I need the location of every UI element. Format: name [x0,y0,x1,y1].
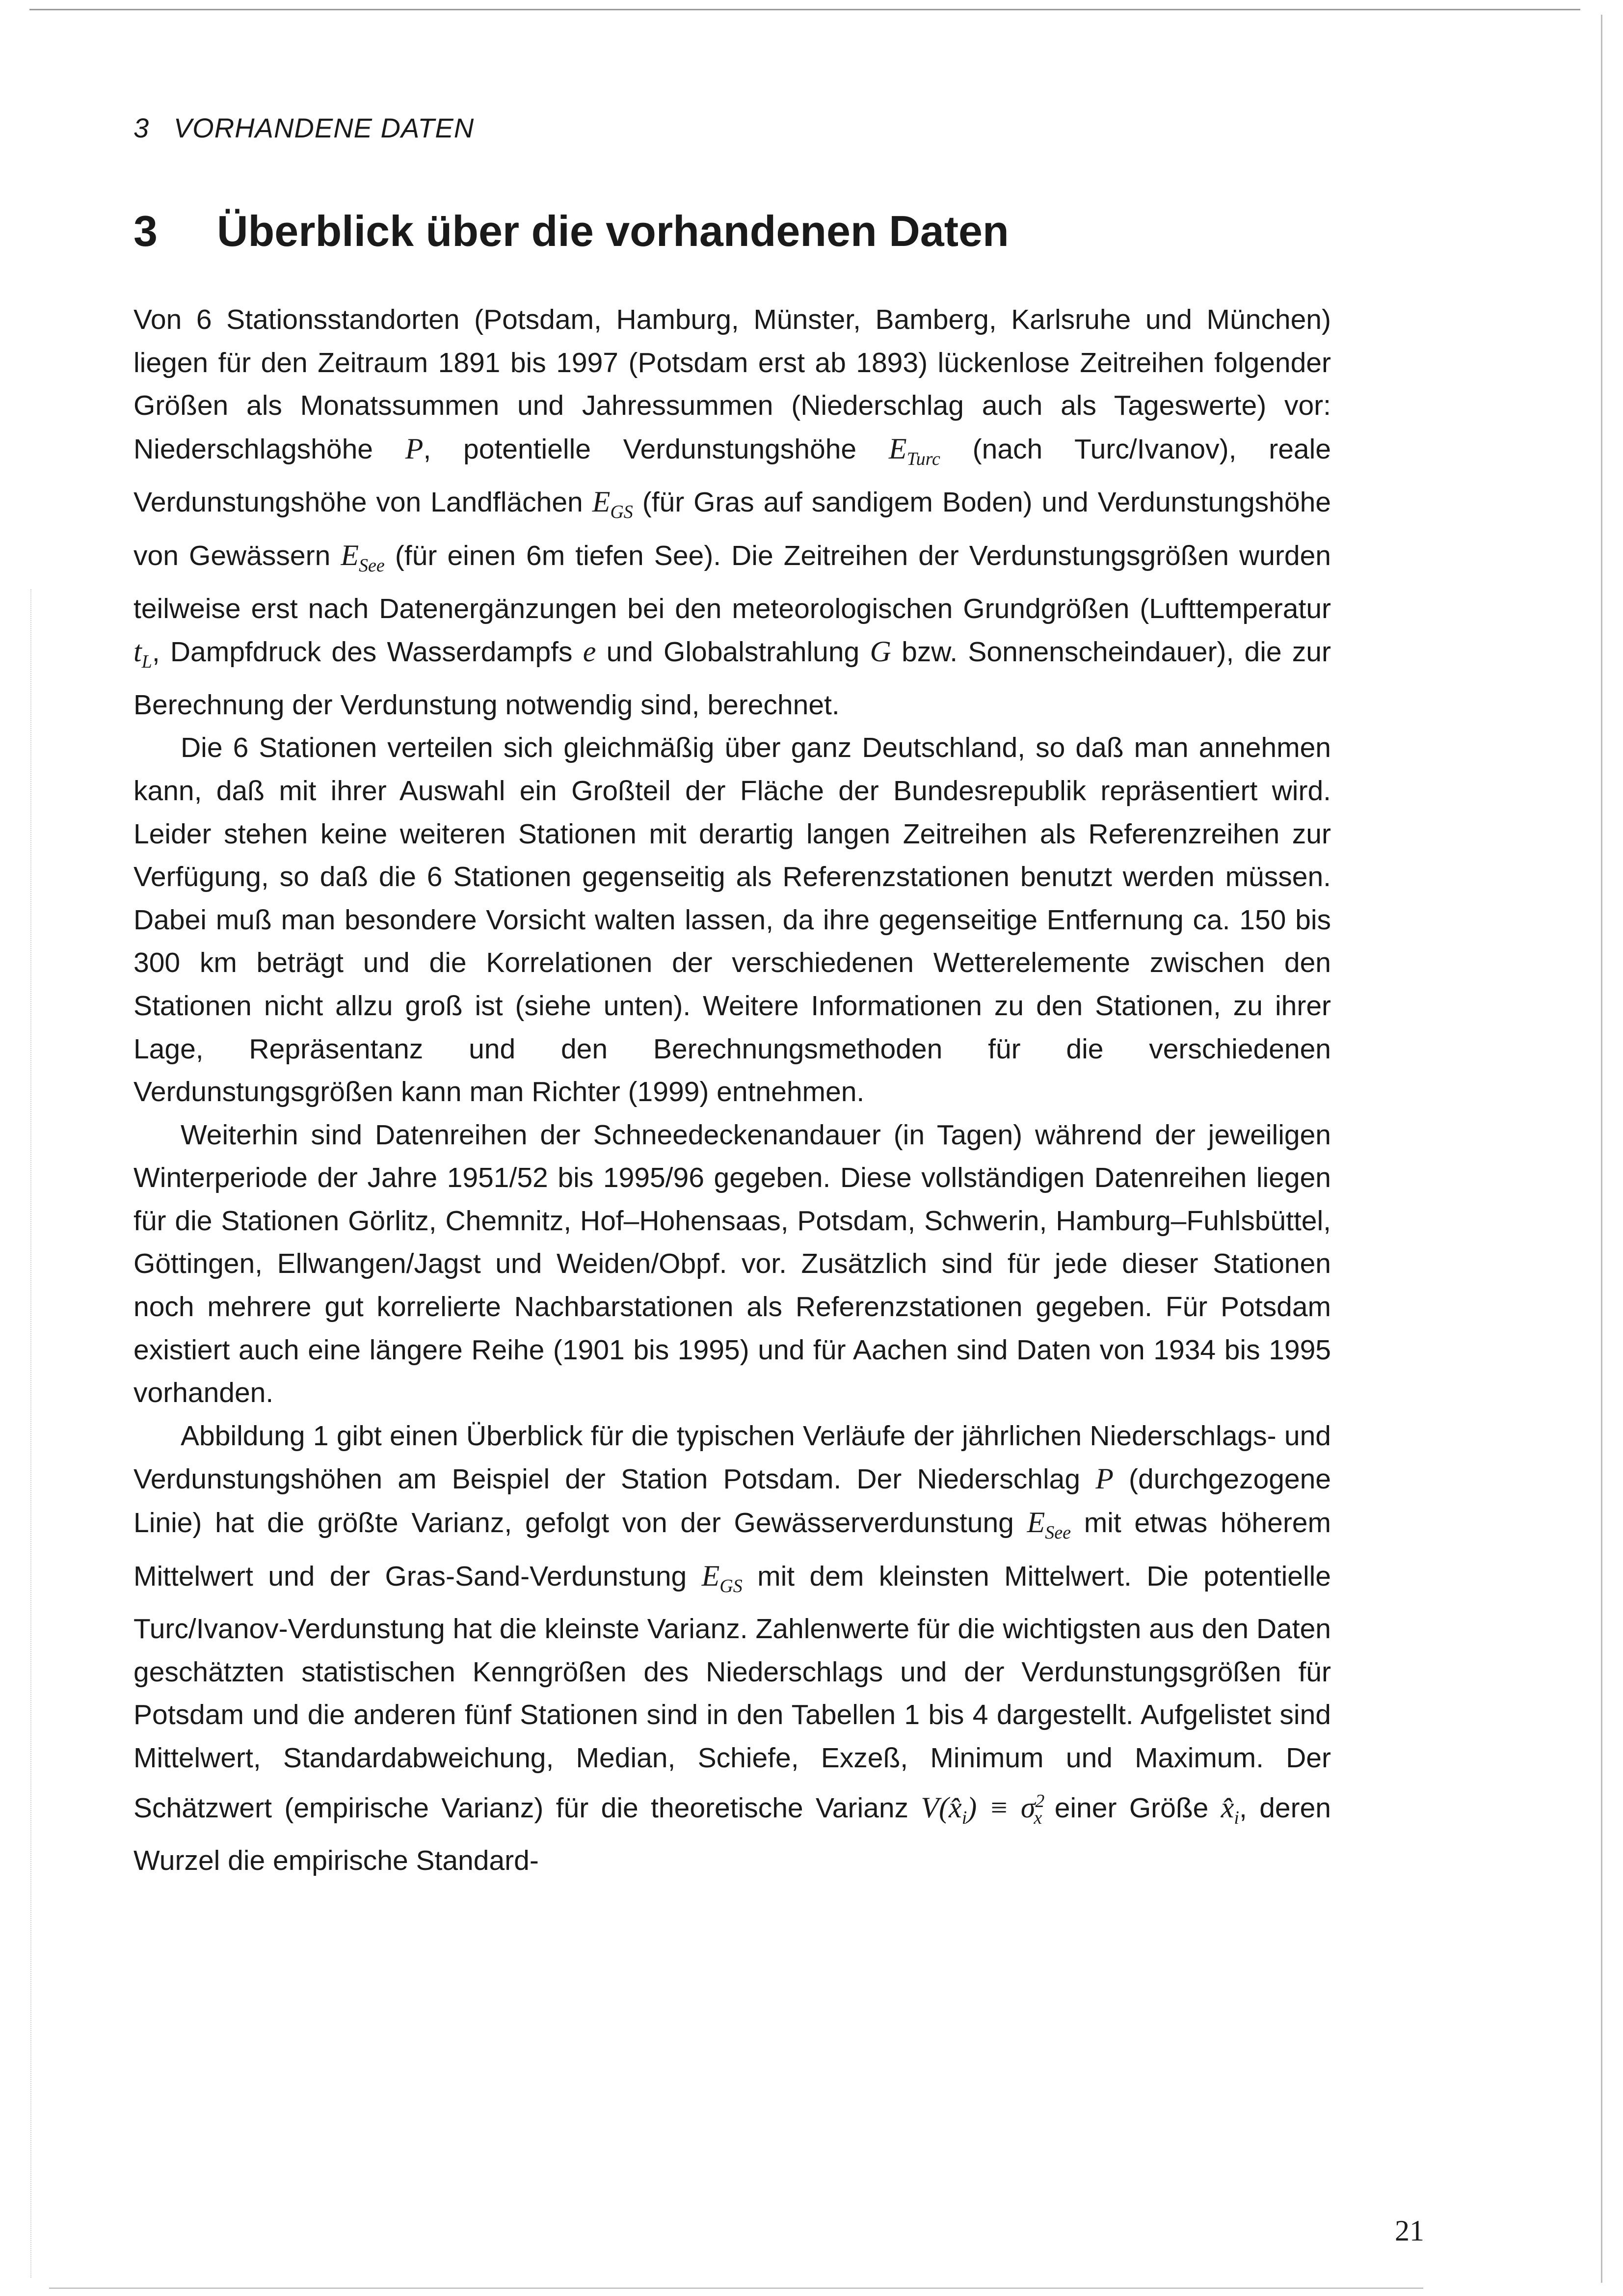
text-run: (für einen 6m tiefen See). Die Zeitreihen der Verdunstungsgrößen wurden teilweise erst nach Datenergänzungen bei den meteorologischen Grundgrößen (Lufttemperatur [133,540,1331,624]
text-run: (durchgezogene Linie) hat die größte Varianz, gefolgt von der Gewässerverdunstung [133,1463,1331,1539]
math-symbol: $E_{GS}$ [701,1559,743,1596]
math-symbol: $t_L$ [133,635,152,673]
text-run: (nach Turc/Ivanov), reale Verdunstungshöhe von Landflächen [133,433,1331,518]
section-number: 3 [133,207,158,255]
math-symbol: G [870,635,891,668]
paragraph-4 [133,1415,1331,1883]
math-formula: $V(x̂_i) \equiv \sigma^2_x$ [921,1790,1045,1828]
math-symbol: $E_{Turc}$ [888,432,940,469]
math-symbol: e [583,635,596,668]
text-run: (für Gras auf sandigem Boden) und Verdunstungshöhe von Gewässern [133,486,1331,571]
text-run: , potentielle Verdunstungshöhe [423,433,889,465]
text-run: , Dampfdruck des Wasserdampfs [152,636,583,668]
text-run: mit dem kleinsten Mittelwert. Die potentielle Turc/Ivanov-Verdunstung hat die kleinste Varianz. Zahlenwerte für die wichtigsten aus den Daten geschätzten statistischen Kenngrößen des Niederschlags und der Verdunstungsgrößen für Potsdam und die anderen fünf Stationen sind in den Tabellen 1 bis 4 dargestellt. Aufgelistet sind Mittelwert, Standardabweichung, Median, Schiefe, Exzeß, Minimum und Maximum. Der Schätzwert (empirische Varianz) für die theoretische Varianz [133,1560,1331,1824]
text-run: bzw. Sonnenscheindauer), die zur Berechnung der Verdunstung notwendig sind, berechnet. [133,636,1331,721]
top-scan-edge [29,9,1580,10]
math-symbol: P [1095,1462,1114,1495]
bottom-scan-edge [49,2288,1423,2289]
math-symbol: P [405,432,424,465]
text-run: Abbildung 1 gibt einen Überblick für die typischen Verläufe der jährlichen Niederschlags- und Verdunstungshöhen am Beispiel der Station Potsdam. Der Niederschlag [133,1420,1331,1495]
text-run: einer Größe [1042,1792,1221,1824]
math-symbol: $E_{GS}$ [592,486,633,523]
page-number: 21 [1395,2215,1424,2247]
running-head: 3 VORHANDENE DATEN [133,112,475,143]
math-symbol: $E_{See}$ [1027,1506,1071,1543]
text-run: und Globalstrahlung [596,636,870,668]
text-run: Von 6 Stationsstandorten (Potsdam, Hamburg, Münster, Bamberg, Karlsruhe und München) liegen für den Zeitraum 1891 bis 1997 (Potsdam erst ab 1893) lückenlose Zeitreihen folgender Größen als Monatssummen und Jahressummen (Niederschlag auch als Tageswerte) vor: Niederschlagshöhe [133,304,1331,465]
paragraph-3: Weiterhin sind Datenreihen der Schneedeckenandauer (in Tagen) während der jeweiligen Winterperiode der Jahre 1951/52 bis 1995/96 gegeben. Diese vollständigen Datenreihen liegen für die Stationen Görlitz, Chemnitz, Hof–Hohensaas, Potsdam, Schwerin, Hamburg–Fuhlsbüttel, Göttingen, Ellwangen/Jagst und Weiden/Obpf. vor. Zusätzlich sind für jede dieser Stationen noch mehrere gut korrelierte Nachbarstationen als Referenzstationen gegeben. Für Potsdam existiert auch eine längere Reihe (1901 bis 1995) und für Aachen sind Daten von 1934 bis 1995 vorhanden. [133,1119,1331,1409]
math-symbol: $x̂_i$ [1221,1791,1239,1828]
body-text [133,298,1331,1883]
left-scan-edge [30,589,31,2278]
paragraph-2: Die 6 Stationen verteilen sich gleichmäßig über ganz Deutschland, so daß man annehmen kann, daß mit ihrer Auswahl ein Großteil der Fläche der Bundesrepublik repräsentiert wird. Leider stehen keine weiteren Stationen mit derartig langen Zeitreihen als Referenzreihen zur Verfügung, so daß die 6 Stationen gegenseitig als Referenzstationen benutzt werden müssen. Dabei muß man besondere Vorsicht walten lassen, da ihre gegenseitige Entfernung ca. 150 bis 300 km beträgt und die Korrelationen der verschiedenen Wetterelemente zwischen den Stationen nicht allzu groß ist (siehe unten). Weitere Informationen zu den Stationen, zu ihrer Lage, Repräsentanz und den Berechnungsmethoden für die verschiedenen Verdunstungsgrößen kann man Richter (1999) entnehmen. [133,732,1331,1108]
right-scan-edge [1601,15,1602,2283]
text-run: , deren Wurzel die empirische Standard- [133,1792,1331,1877]
section-title-text: Überblick über die vorhandenen Daten [217,207,1009,255]
paragraph-1 [133,298,1331,727]
math-symbol: $E_{See}$ [341,539,385,576]
text-run: mit etwas höherem Mittelwert und der Gras-Sand-Verdunstung [133,1507,1331,1592]
section-title [133,206,1009,256]
